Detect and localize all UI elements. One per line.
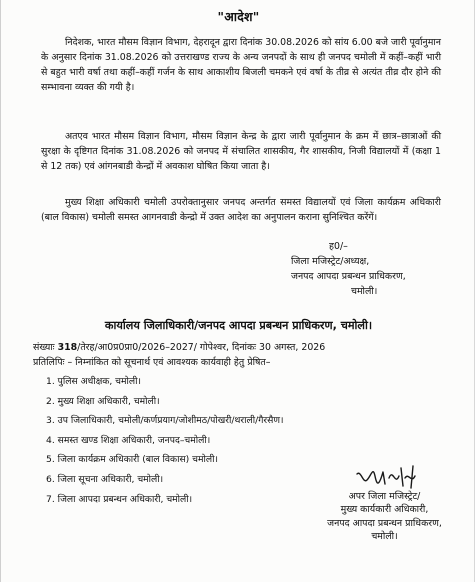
paragraph-forecast: निदेशक, भारत मौसम विज्ञान विभाग, देहरादून द्वारा दिनांक 30.08.2026 को सांय 6.00 बजे जारी पूर्वानुमान के अनुसार दिनांक 31.08.2026 को उत्तराखण्ड राज्य के अन्य जनपदों के साथ ही जनपद चमोली में कहीं–कहीं भारी से बहुत भारी वर्षा तथा कहीं–कहीं गर्जन के साथ आकाशीय बिजली चमकने एवं वर्षा के तीव्र से अत्यंत तीव्र दौर होने की सम्भावना व्यक्त की गयी है। (41, 37, 441, 93)
signed-mark: ह0/– (329, 241, 348, 252)
adm-signature-block (297, 490, 472, 544)
adm-district: चमोली। (371, 531, 398, 543)
reference-number: 318 (57, 342, 78, 353)
list-item: 1. पुलिस अधीक्षक, चमोली। (46, 376, 141, 387)
list-item: 3. उप जिलाधिकारी, चमोली/कर्णप्रयाग/जोशीमठ/पोखरी/थराली/गैरसैण। (46, 415, 284, 427)
recipient-list (46, 372, 284, 509)
dm-signature-block (291, 240, 461, 300)
handwritten-signature (353, 462, 433, 492)
reference-place-date: गोपेश्वर, दिनांकः 30 अगस्त, 2026 (199, 342, 326, 353)
paragraph-holiday: अतएव भारत मौसम विज्ञान विभाग, मौसम विज्ञान केन्द्र के द्वारा जारी पूर्वानुमान के क्रम में छात्र–छात्राओं की सुरक्षा के दृष्टिगत दिनांक 31.08.2026 को जनपद में संचालित शासकीय, गैर शासकीय, निजी विद्यालयों में (कक्षा 1 से 12 तक) एवं आंगनबाडी केन्द्रों में अवकाश घोषित किया जाता है। (41, 131, 441, 172)
list-item: 7. जिला आपदा प्रबन्धन अधिकारी, चमोली। (46, 493, 193, 505)
list-item: 5. जिला कार्यक्रम अधिकारी (बाल विकास) चमोली। (46, 454, 218, 466)
adm-role: मुख्य कार्यकारी अधिकारी, (340, 504, 429, 516)
order-title: "आदेश" (217, 9, 260, 24)
dm-designation: जिला मजिस्ट्रेट/अध्यक्ष, (291, 255, 370, 267)
list-item: 4. समस्त खण्ड शिक्षा अधिकारी, जनपद–चमोली। (46, 434, 211, 446)
list-item: 2. मुख्य शिक्षा अधिकारी, चमोली। (46, 395, 160, 407)
reference-file: /तेरह/आ0प्र0प्रा0/2026–2027/ (77, 342, 197, 353)
adm-authority: जनपद आपदा प्रबन्धन प्राधिकरण, (327, 517, 442, 529)
paragraph-compliance: मुख्य शिक्षा अधिकारी चमोली उपरोक्तानुसार जनपद अन्तर्गत समस्त विद्यालयों एवं जिला कार्यक्रम अधिकारी (बाल विकास) चमोली समस्त आगनवाडी केन्द्रो में उक्त आदेश का अनुपालन कराना सुनिश्चित करेंगें। (41, 197, 441, 223)
reference-line (33, 340, 453, 353)
list-item: 6. जिला सूचना अधिकारी, चमोली। (46, 473, 164, 485)
copy-to-line: प्रतिलिपिः – निम्नांकित को सूचनार्थ एवं आवश्यक कार्यवाही हेतु प्रेषित– (33, 357, 271, 368)
adm-designation: अपर जिला मजिस्ट्रेट/ (348, 491, 421, 502)
dm-authority: जनपद आपदा प्रबन्धन प्राधिकरण, (291, 270, 406, 282)
office-heading: कार्यालय जिलाधिकारी/जनपद आपदा प्रबन्धन प्राधिकरण, चमोली। (104, 319, 373, 332)
dm-district: चमोली। (351, 285, 378, 297)
reference-number-label: संख्याः (33, 342, 55, 353)
